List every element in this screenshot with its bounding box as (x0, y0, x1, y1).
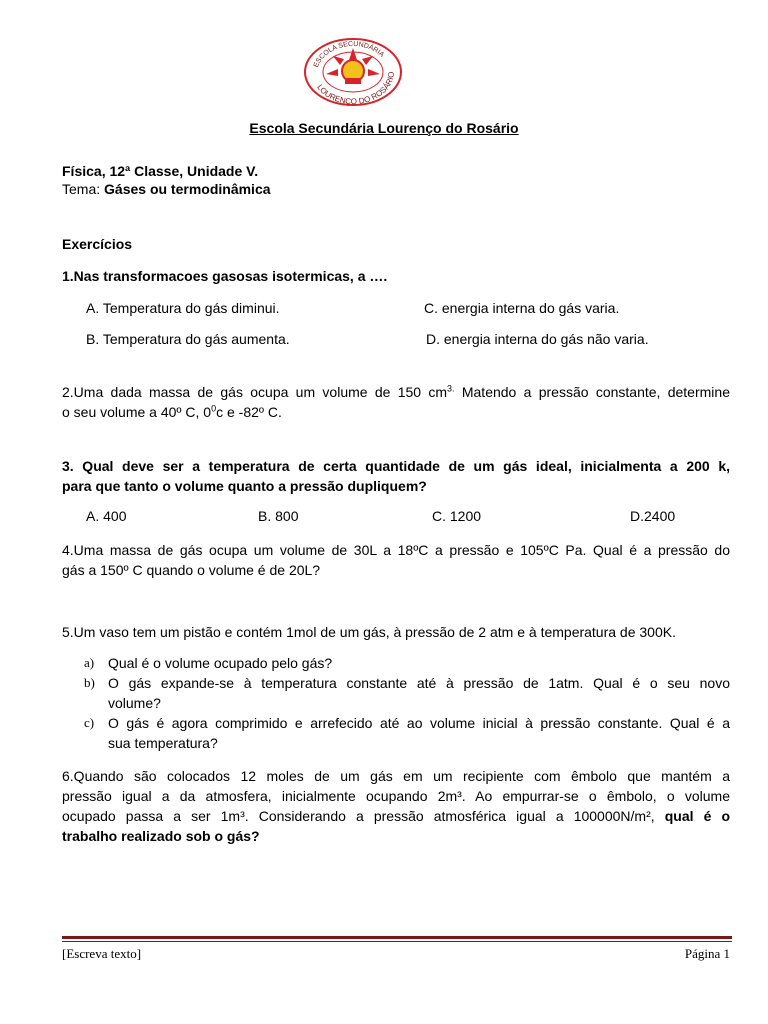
q3-option-d: D.2400 (630, 508, 676, 524)
q1-option-b: B. Temperatura do gás aumenta. (86, 331, 290, 347)
question-5: 5.Um vaso tem um pistão e contém 1mol de um gás, à pressão de 2 atm e à temperatura de 300K. (62, 624, 676, 640)
question-1: 1.Nas transformacoes gasosas isotermicas, a …. (62, 268, 388, 284)
q5-item-b: b) O gás expande-se à temperatura constante até à pressão de 1atm. Qual é o seu novo volume? (84, 675, 730, 711)
footer-left-text: [Escreva texto] (62, 946, 142, 961)
question-6-line-2: pressão igual a da atmosfera, inicialmente ocupando 2m³. Ao empurrar-se o êmbolo, o volume (62, 788, 730, 804)
q3-option-a: A. 400 (86, 508, 127, 524)
tema-line (62, 181, 271, 197)
q5-item-c: c) O gás é agora comprimido e arrefecido até ao volume inicial à pressão constante. Qual é a sua temperatura? (84, 715, 730, 751)
svg-text:LOURENÇO DO ROSÁRIO: LOURENÇO DO ROSÁRIO (315, 71, 397, 106)
question-6-line-4: trabalho realizado sob o gás? (62, 828, 260, 844)
question-4-line-2: gás a 150º C quando o volume é de 20L? (62, 562, 321, 578)
tema-value: Gáses ou termodinâmica (104, 181, 271, 197)
question-6-line-3: ocupado passa a ser 1m³. Considerando a pressão atmosférica igual a 100000N/m², qual é o (62, 808, 730, 824)
subject-line: Física, 12ª Classe, Unidade V. (62, 163, 259, 179)
footer-page-number: Página 1 (684, 946, 730, 961)
question-2-line-2: o seu volume a 40º C, $0^0c$ e -82º C. (62, 403, 282, 420)
question-6-line-1: 6.Quando são colocados 12 moles de um gás em um recipiente com êmbolo que mantém a (62, 768, 730, 784)
school-logo (298, 36, 408, 106)
q1-option-a: A. Temperatura do gás diminui. (86, 300, 280, 316)
section-heading: Exercícios (62, 236, 133, 252)
q1-option-d: D. energia interna do gás não varia. (426, 331, 649, 347)
q5-item-a: a) Qual é o volume ocupado pelo gás? (84, 655, 333, 671)
question-2-line-1: 2.Uma dada massa de gás ocupa um volume de 150 $cm^{3.}$ Matendo a pressão constante, determine (62, 383, 730, 400)
question-4-line-1: 4.Uma massa de gás ocupa um volume de 30L a 18ºC a pressão e 105ºC Pa. Qual é a pressão do (62, 542, 730, 558)
q3-option-b: B. 800 (258, 508, 299, 524)
school-title: Escola Secundária Lourenço do Rosário (249, 120, 519, 136)
question-3-line-2: para que tanto o volume quanto a pressão dupliquem? (62, 478, 427, 494)
tema-label: Tema: (62, 181, 105, 197)
q3-option-c: C. 1200 (432, 508, 482, 524)
q1-option-c: C. energia interna do gás varia. (424, 300, 620, 316)
question-3-line-1: 3. Qual deve ser a temperatura de certa quantidade de um gás ideal, inicialmenta a 200 k, (62, 458, 730, 474)
svg-text:ESCOLA SECUNDÁRIA: ESCOLA SECUNDÁRIA (312, 40, 386, 69)
footer-rule-thick (62, 936, 732, 939)
footer-rule-thin (62, 941, 732, 942)
